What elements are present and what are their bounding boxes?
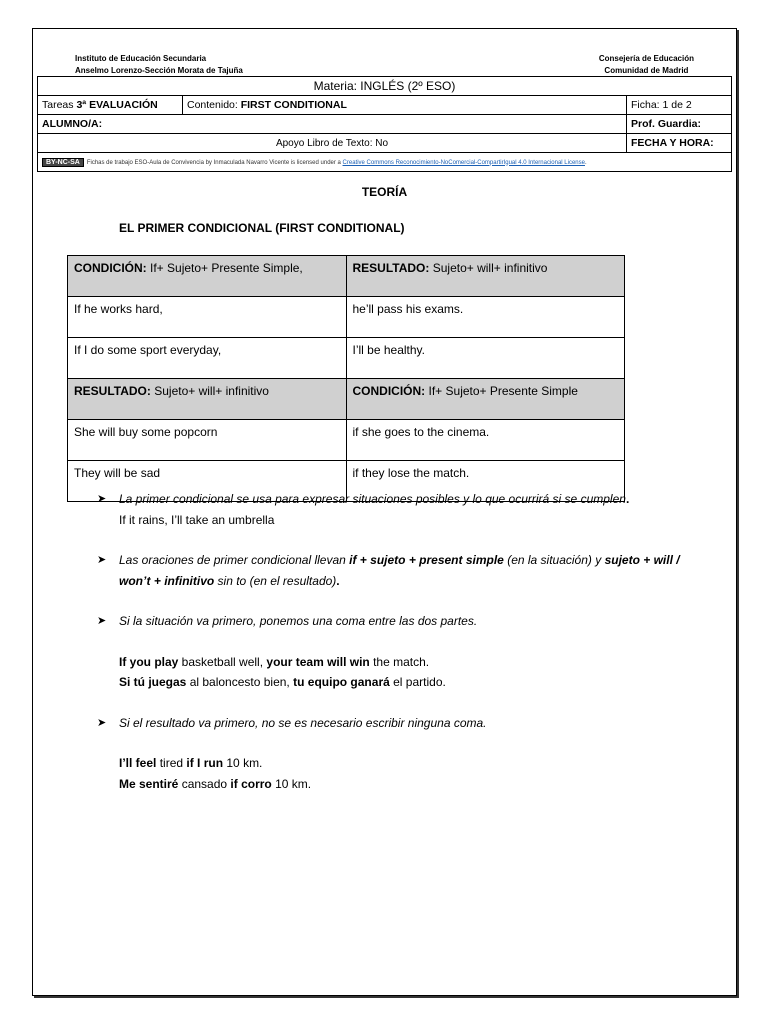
list-item: ➤ Si el resultado va primero, no se es necesario escribir ninguna coma. [97,713,697,734]
document-page [32,28,737,996]
table-cell: She will buy some popcorn [68,420,347,461]
license-cell: BY-NC-SA Fichas de trabajo ESO-Aula de Convivencia by Inmaculada Navarro Vicente is licensed under a Creative Commons Reconocimiento-NoComercial-CompartirIgual 4.0 Internacional License. [38,153,732,172]
textbook-support-cell: Apoyo Libro de Texto: No [38,134,627,153]
table-cell: he’ll pass his exams. [346,297,625,338]
section-title: TEORÍA [361,185,408,199]
tareas-cell: Tareas 3ª EVALUACIÓN [38,96,183,115]
list-item: ➤ Las oraciones de primer condicional llevan if + sujeto + present simple (en la situación) y sujeto + will / won’t + infinitivo sin to (en el resultado). [97,550,697,591]
cc-license-icon: BY-NC-SA [42,158,84,167]
table-cell: If he works hard, [68,297,347,338]
table-header-row [68,379,625,420]
example-sentence: If it rains, I’ll take an umbrella [119,512,275,527]
council-name: Consejería de Educación [598,54,694,63]
council-header [599,53,694,77]
conditional-structure-table [67,255,625,502]
table-row [68,420,625,461]
content-cell: Contenido: FIRST CONDITIONAL [183,96,627,115]
table-cell: CONDICIÓN: If+ Sujeto+ Presente Simple, [68,256,347,297]
section-subtitle: EL PRIMER CONDICIONAL (FIRST CONDITIONAL) [119,221,405,235]
explanation-list [97,489,697,814]
sheet-number-cell: Ficha: 1 de 2 [627,96,732,115]
table-cell: I’ll be healthy. [346,338,625,379]
arrow-bullet-icon: ➤ [97,554,107,566]
student-name-cell: ALUMNO/A: [38,115,627,134]
table-cell: if she goes to the cinema. [346,420,625,461]
table-cell: If I do some sport everyday, [68,338,347,379]
arrow-bullet-icon: ➤ [97,493,107,505]
table-cell: They will be sad [68,461,347,502]
school-section: Anselmo Lorenzo-Sección Morata de Tajuña [75,66,243,75]
table-row [68,338,625,379]
list-item: ➤ Si la situación va primero, ponemos una coma entre las dos partes. [97,611,697,632]
table-cell: CONDICIÓN: If+ Sujeto+ Presente Simple [346,379,625,420]
school-name: Instituto de Educación Secundaria [75,54,207,63]
table-cell: if they lose the match. [346,461,625,502]
example-block: I’ll feel tired if I run 10 km. Me sentiré cansado if corro 10 km. [119,756,312,791]
example-block: If you play basketball well, your team will win the match. Si tú juegas al baloncesto bien, tu equipo ganará el partido. [119,654,446,689]
community-name: Comunidad de Madrid [604,66,689,75]
school-header [75,53,243,77]
arrow-bullet-icon: ➤ [97,716,107,729]
worksheet-form-table [37,76,732,172]
list-item: ➤ La primer condicional se usa para expresar situaciones posibles y lo que ocurrirá si se cumplen. If it rains, I’ll take an umbrella [97,489,697,530]
license-text: Fichas de trabajo ESO-Aula de Convivencia by Inmaculada Navarro Vicente is licensed under a [86,159,343,166]
table-row [68,297,625,338]
table-header-row [68,256,625,297]
table-cell: RESULTADO: Sujeto+ will+ infinitivo [346,256,625,297]
table-cell: RESULTADO: Sujeto+ will+ infinitivo [68,379,347,420]
date-time-cell: FECHA Y HORA: [627,134,732,153]
license-link[interactable]: Creative Commons Reconocimiento-NoComercial-CompartirIgual 4.0 Internacional License [342,159,585,166]
arrow-bullet-icon: ➤ [97,615,107,627]
supervisor-cell: Prof. Guardia: [627,115,732,134]
subject-cell: Materia: INGLÉS (2º ESO) [38,77,732,96]
